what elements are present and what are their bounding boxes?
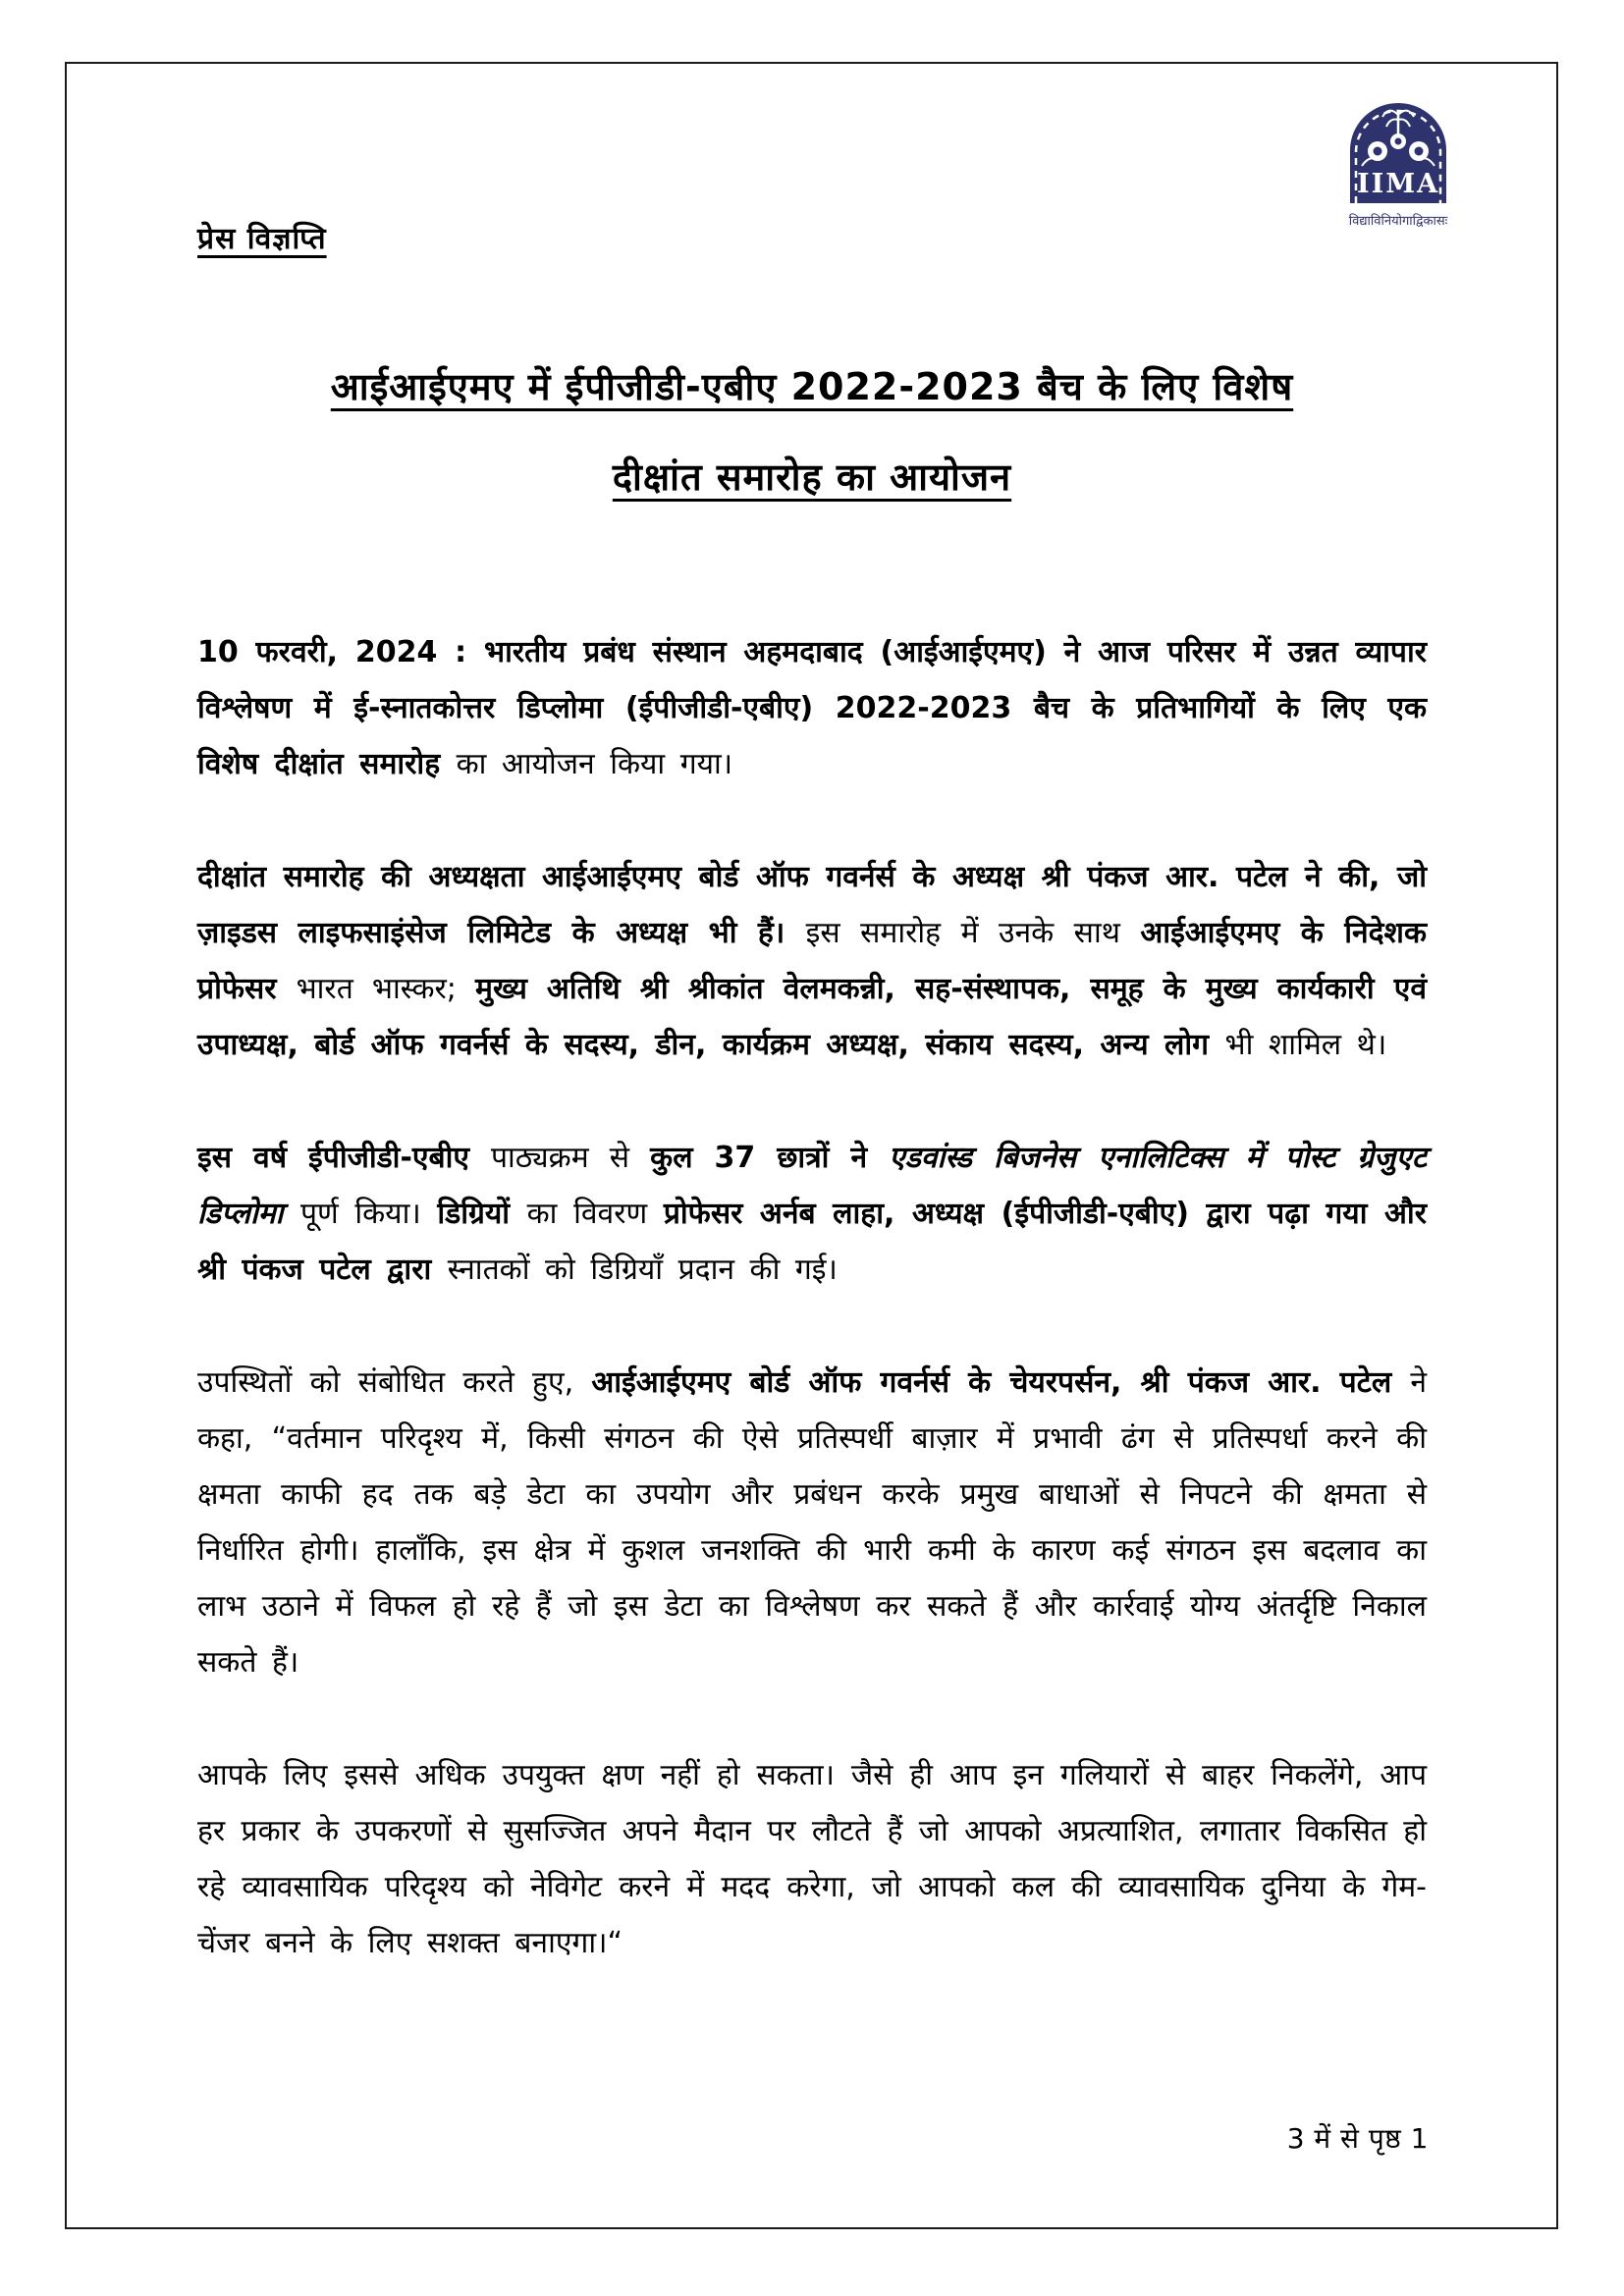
page-number: 3 में से पृष्ठ 1 — [1286, 2122, 1429, 2155]
iima-logo — [1341, 93, 1455, 229]
text-segment: का आयोजन किया गया। — [456, 747, 733, 781]
text-segment: भी शामिल थे। — [1224, 1028, 1387, 1062]
page-content — [67, 64, 1556, 1971]
press-release-label: प्रेस विज्ञप्ति — [197, 222, 327, 256]
text-segment: इस वर्ष ईपीजीडी-एबीए — [197, 1141, 491, 1175]
text-segment: एडवांस्ड बिजनेस एनालिटिक्स में पोस्ट ग्रेजुएट डिप्लोमा — [197, 1141, 1427, 1231]
svg-text:IIMA: IIMA — [1356, 169, 1440, 199]
paragraph — [197, 624, 1427, 792]
document-title — [197, 346, 1427, 526]
paragraph — [197, 1130, 1427, 1298]
text-segment: 10 फरवरी, 2024 : भारतीय प्रबंध संस्थान अहमदाबाद (आईआईएमए) ने आज परिसर में उन्नत व्यापार विश्लेषण में ई-स्नातकोत्तर डिप्लोमा (ईपीजीडी-एबीए) 2022-2023 बैच के प्रतिभागियों के लिए एक विशेष दीक्षांत समारोह — [197, 635, 1427, 781]
text-segment: पाठ्यक्रम से — [491, 1141, 651, 1175]
text-segment: कुल 37 छात्रों ने — [650, 1141, 890, 1175]
paragraph — [197, 1747, 1427, 1971]
paragraph — [197, 849, 1427, 1073]
text-segment: दीक्षांत समारोह की अध्यक्षता आईआईएमए बोर्ड ऑफ गवर्नर्स के अध्यक्ष श्री पंकज आर. पटेल ने की, जो ज़ाइडस लाइफसाइंसेज लिमिटेड के अध्यक्ष भी हैं। — [197, 860, 1427, 950]
page-border — [65, 62, 1558, 2229]
text-segment: आपके लिए इससे अधिक उपयुक्त क्षण नहीं हो सकता। जैसे ही आप इन गलियारों से बाहर निकलेंगे, आप हर प्रकार के उपकरणों से सुसज्जित अपने मैदान पर लौटते हैं जो आपको अप्रत्याशित, लगातार विकसित हो रहे व्यावसायिक परिदृश्य को नेविगेट करने में मदद करेगा, जो आपको कल की व्यावसायिक दुनिया के गेम-चेंजर बनने के लिए सशक्त बनाएगा।“ — [197, 1758, 1427, 1960]
iima-arch-icon — [1344, 93, 1452, 206]
text-segment: भारत भास्कर; — [296, 972, 475, 1006]
text-segment: इस समारोह में उनके साथ — [805, 916, 1141, 950]
text-segment: का विवरण — [526, 1197, 664, 1231]
text-segment: ने कहा, “वर्तमान परिदृश्य में, किसी संगठन की ऐसे प्रतिस्पर्धी बाज़ार में प्रभावी ढंग से प्रतिस्पर्धा करने की क्षमता काफी हद तक बड़े डेटा का उपयोग और प्रबंधन करके प्रमुख बाधाओं से निपटने की क्षमता से निर्धारित होगी। हालाँकि, इस क्षेत्र में कुशल जनशक्ति की भारी कमी के कारण कई संगठन इस बदलाव का लाभ उठाने में विफल हो रहे हैं जो इस डेटा का विश्लेषण कर सकते हैं और कार्रवाई योग्य अंतर्दृष्टि निकाल सकते हैं। — [197, 1365, 1427, 1680]
text-segment: प्रोफेसर अर्नब लाहा, अध्यक्ष (ईपीजीडी-एबीए) द्वारा पढ़ा गया और श्री पंकज पटेल द्वारा — [197, 1197, 1427, 1287]
paragraph — [197, 1355, 1427, 1690]
iima-motto: विद्याविनियोगाद्विकासः — [1348, 214, 1448, 229]
text-segment: पूर्ण किया। — [299, 1197, 438, 1231]
text-segment: आईआईएमए बोर्ड ऑफ गवर्नर्स के चेयरपर्सन, श्री पंकज आर. पटेल — [591, 1365, 1411, 1400]
text-segment: स्नातकों को डिग्रियाँ प्रदान की गई। — [447, 1253, 838, 1287]
text-segment: आईआईएमए के निदेशक प्रोफेसर — [197, 916, 1427, 1006]
text-segment: उपस्थितों को संबोधित करते हुए, — [197, 1365, 592, 1400]
text-segment: मुख्य अतिथि श्री श्रीकांत वेलमकन्नी, सह-संस्थापक, समूह के मुख्य कार्यकारी एवं उपाध्यक्ष, बोर्ड ऑफ गवर्नर्स के सदस्य, डीन, कार्यक्रम अध्यक्ष, संकाय सदस्य, अन्य लोग — [197, 972, 1427, 1062]
body-paragraphs — [197, 624, 1427, 1971]
text-segment: डिग्रियों — [437, 1197, 527, 1231]
document-title-line-1: आईआईएमए में ईपीजीडी-एबीए 2022-2023 बैच के लिए विशेष — [330, 365, 1294, 408]
document-title-line-2: दीक्षांत समारोह का आयोजन — [612, 455, 1012, 499]
